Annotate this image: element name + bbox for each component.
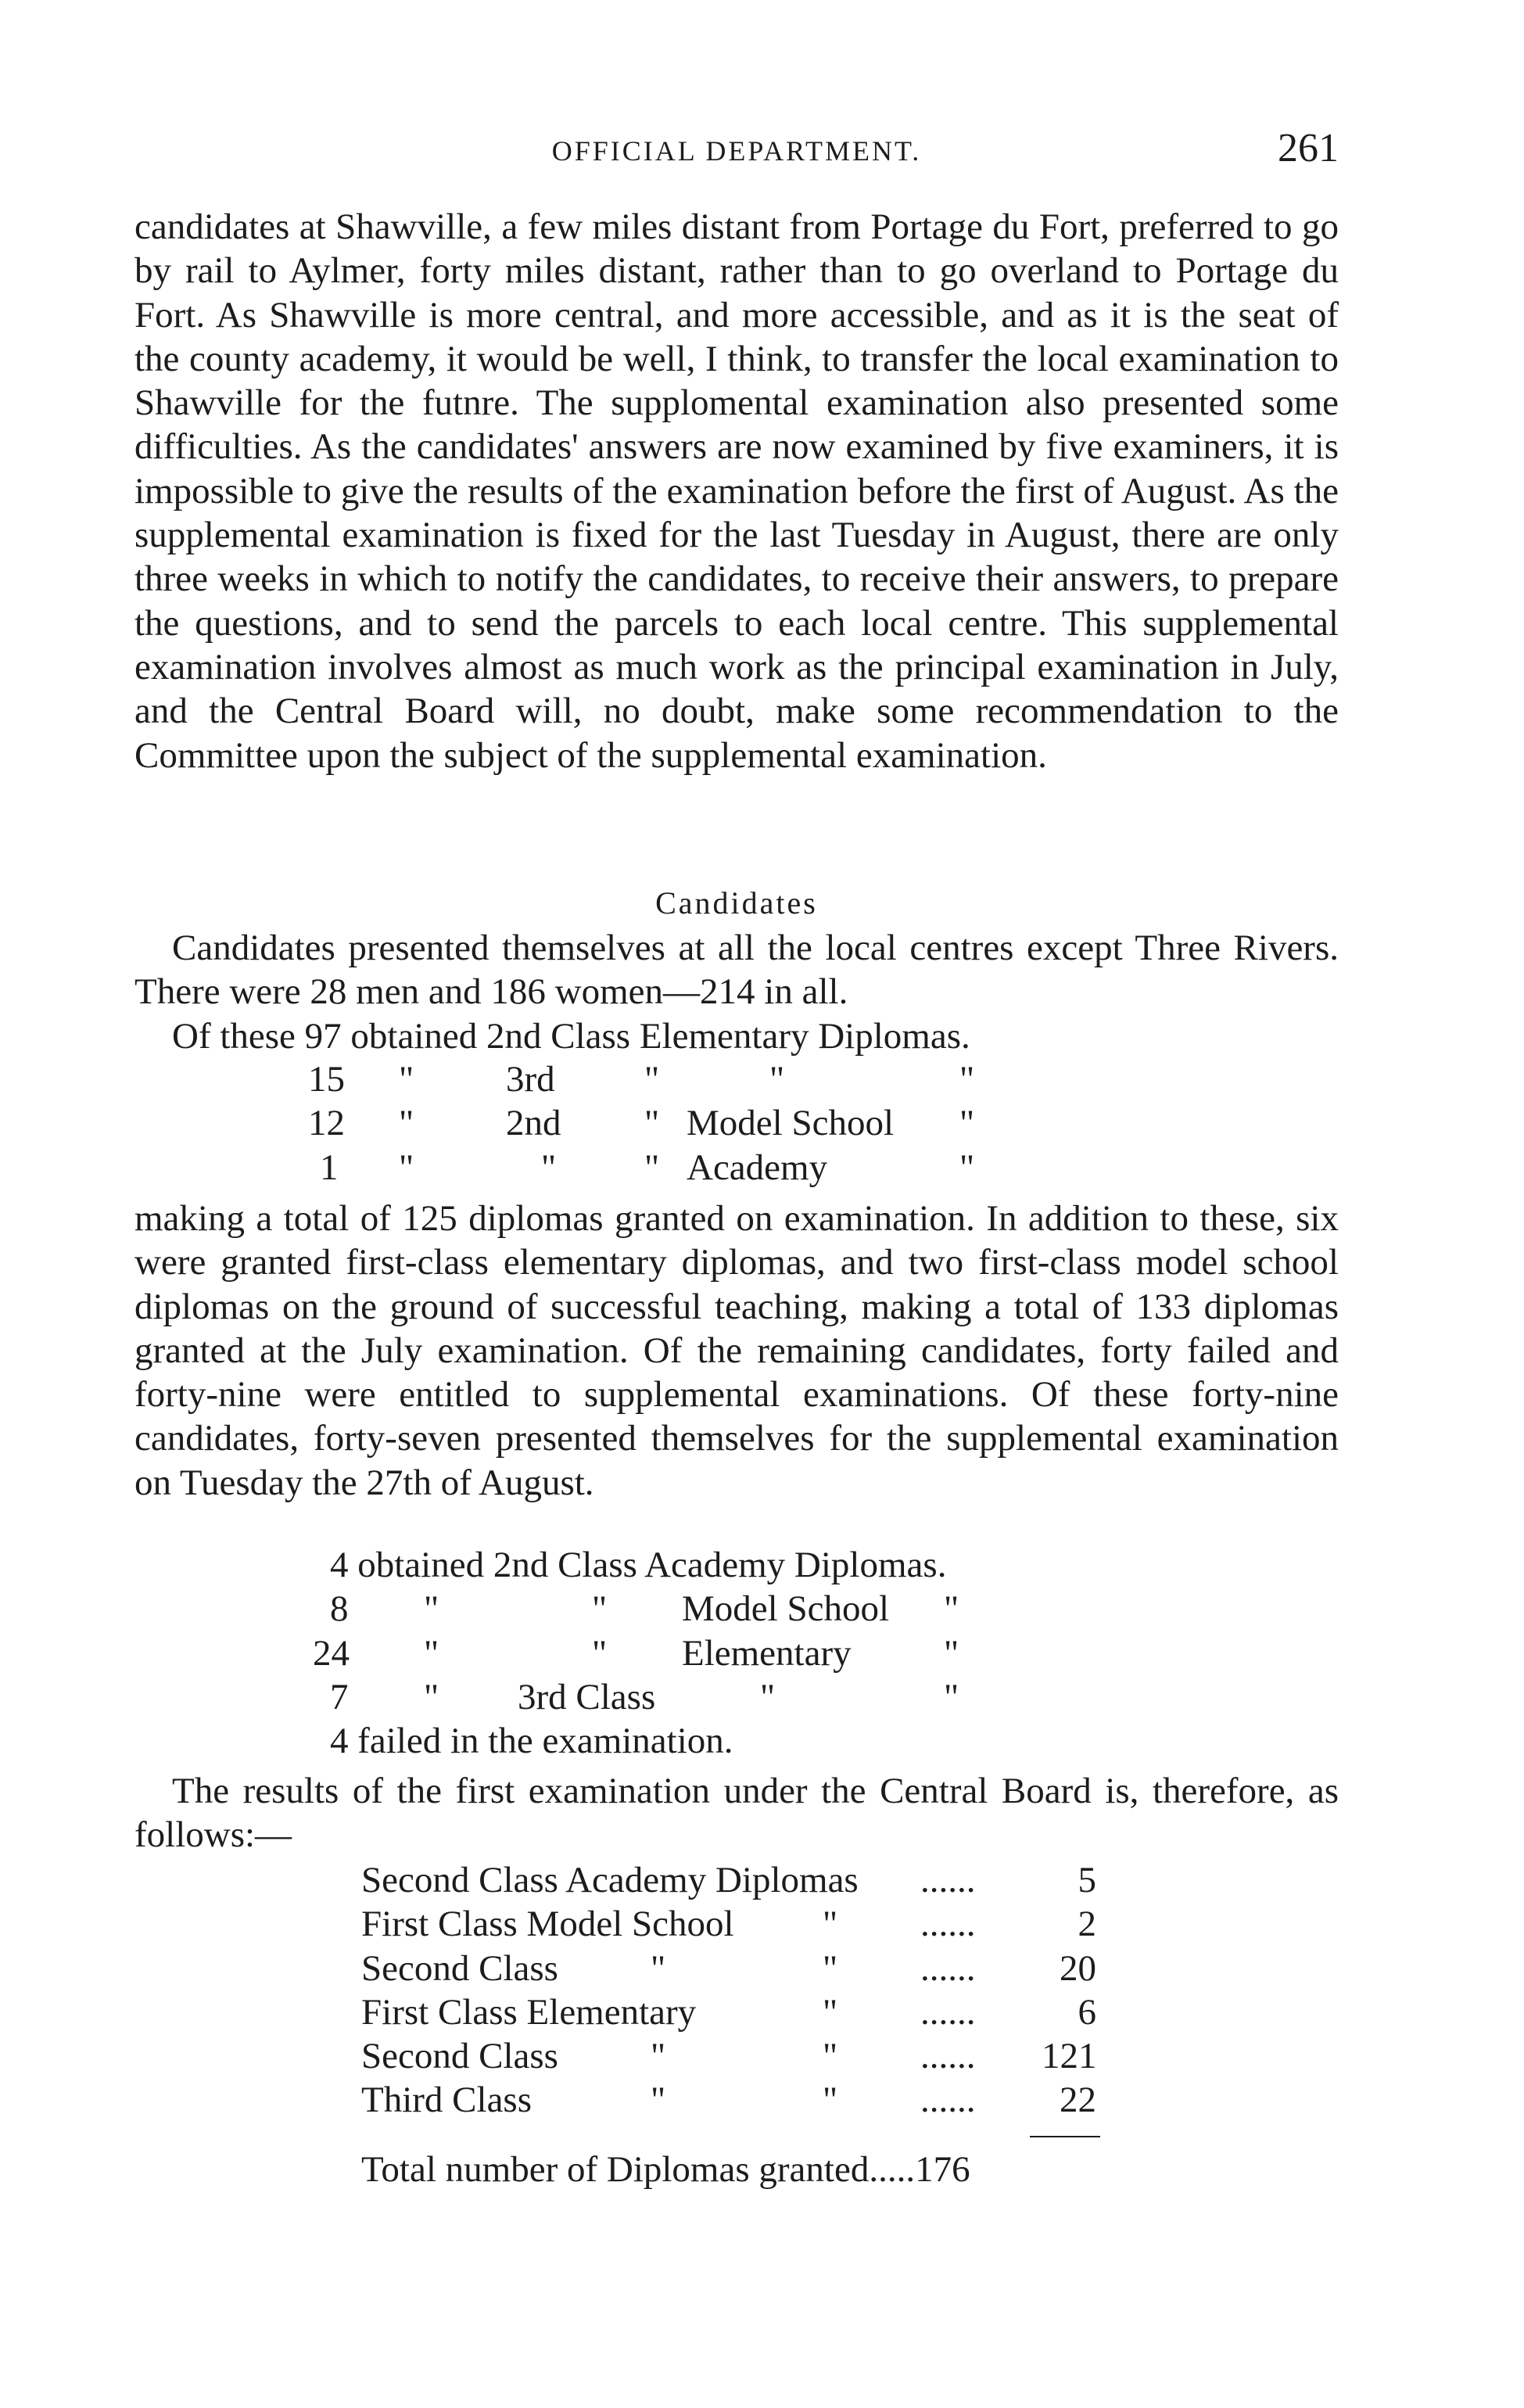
page-number: 261 xyxy=(1278,126,1339,170)
ditto-mark: " xyxy=(823,2080,838,2121)
summary-row xyxy=(134,2078,1339,2122)
summary-value: 20 xyxy=(1060,1947,1096,1989)
ditto-mark: " xyxy=(399,1059,414,1100)
supplemental-failed-line xyxy=(134,1719,1339,1763)
ditto-mark: " xyxy=(424,1588,439,1630)
candidates-block xyxy=(134,926,1339,1058)
supplemental-table xyxy=(134,1543,1339,1763)
summary-label: Second Class Academy Diplomas xyxy=(361,1860,859,1900)
leader-dots: ...... xyxy=(920,1860,976,1900)
row-class: 3rd xyxy=(506,1059,555,1100)
first-results-row xyxy=(134,1146,1339,1190)
ditto-mark: " xyxy=(399,1147,414,1188)
ditto-mark: " xyxy=(651,2080,666,2121)
supplemental-first-line-text: 4 obtained 2nd Class Academy Diplomas. xyxy=(330,1545,947,1585)
ditto-mark: " xyxy=(823,1904,838,1945)
ditto-mark: " xyxy=(592,1588,608,1630)
row-class: 2nd xyxy=(506,1103,561,1144)
first-results-row xyxy=(134,1057,1339,1101)
summary-label: Third Class xyxy=(361,2080,533,2121)
summary-row xyxy=(134,1902,1339,1946)
row-count: 8 xyxy=(330,1588,349,1630)
results-paragraph: The results of the first examination under the Central Board is, therefore, as follows:— xyxy=(134,1771,1339,1856)
summary-value: 2 xyxy=(1078,1904,1096,1945)
ditto-mark: " xyxy=(959,1059,975,1100)
summary-value: 121 xyxy=(1042,2036,1097,2077)
running-head xyxy=(134,125,1339,172)
ditto-mark: " xyxy=(424,1632,439,1674)
summary-value: 22 xyxy=(1060,2080,1096,2121)
ditto-mark: " xyxy=(541,1147,557,1188)
ditto-mark: " xyxy=(823,1991,838,2033)
leader-dots: ...... xyxy=(920,1991,976,2033)
making-paragraph: making a total of 125 diplomas granted on examination. In addition to these, six were granted first-class elementary diplomas, and two first-class model school diplomas on the ground of successful teaching, making a total of 133 diplomas granted at the July examination. Of the remaining candidates, forty failed and forty-nine were entitled to supplemental examinations. Of these forty-nine candidates, forty-seven presented themselves for the supplemental examination on Tuesday the 27th of August. xyxy=(134,1198,1339,1503)
ditto-mark: " xyxy=(644,1147,660,1188)
ditto-mark: " xyxy=(424,1676,439,1717)
section-heading: Candidates xyxy=(655,885,818,920)
row-count: 7 xyxy=(330,1676,349,1717)
row-class: 3rd Class xyxy=(518,1676,656,1717)
results-block xyxy=(134,1769,1339,1857)
running-title: OFFICIAL DEPARTMENT. xyxy=(551,135,922,167)
supplemental-row xyxy=(134,1675,1339,1719)
ditto-mark: " xyxy=(592,1632,608,1674)
summary-row xyxy=(134,1990,1339,2034)
ditto-mark: " xyxy=(944,1676,959,1717)
summary-row xyxy=(134,1947,1339,1990)
intro-paragraph: candidates at Shawville, a few miles distant from Portage du Fort, preferred to go by rail to Aylmer, forty miles distant, rather than to go overland to Portage du Fort. As Shawville is more central, and more accessible, and as it is the seat of the county academy, it would be well, I think, to transfer the local examination to Shawville for the futnre. The supplomental examination also presented some difficulties. As the candidates' answers are now examined by five examiners, it is impossible to give the results of the examination before the first of August. As the supplemental examination is fixed for the last Tuesday in August, there are only three weeks in which to notify the candidates, to receive their answers, to prepare the questions, and to send the parcels to each local centre. This supplemental examination involves almost as much work as the principal examination in July, and the Central Board will, no doubt, make some recommendation to the Committee upon the subject of the supplemental examination. xyxy=(134,206,1339,776)
summary-value: 5 xyxy=(1078,1860,1096,1900)
summary-row xyxy=(134,2034,1339,2078)
first-results-intro: Of these 97 obtained 2nd Class Elementary Diplomas. xyxy=(172,1015,970,1057)
ditto-mark: " xyxy=(959,1103,975,1144)
ditto-mark: " xyxy=(644,1059,660,1100)
leader-dots: ...... xyxy=(920,2036,976,2077)
supplemental-failed-text: 4 failed in the examination. xyxy=(330,1721,733,1762)
row-kind: Elementary xyxy=(682,1632,852,1674)
candidates-paragraph: Candidates presented themselves at all the local centres except Three Rivers. There were 28 men and 186 women—214 in all. xyxy=(134,928,1339,1013)
total-row xyxy=(134,2148,1339,2191)
section-heading-block xyxy=(134,877,1339,929)
summary-label: First Class Model School xyxy=(361,1904,734,1945)
row-count: 1 xyxy=(320,1147,339,1188)
row-count: 24 xyxy=(313,1632,350,1674)
summary-table xyxy=(134,1858,1339,2190)
ditto-mark: " xyxy=(651,1947,666,1989)
leader-dots: ...... xyxy=(920,1947,976,1989)
ditto-mark: " xyxy=(760,1676,776,1717)
intro-block xyxy=(134,205,1339,777)
row-kind: " xyxy=(769,1059,785,1100)
total-line: Total number of Diplomas granted.....176 xyxy=(361,2149,970,2190)
making-block xyxy=(134,1197,1339,1505)
summary-label: Second Class xyxy=(361,2036,558,2077)
supplemental-row xyxy=(134,1631,1339,1675)
supplemental-first-line xyxy=(134,1543,1339,1587)
ditto-mark: " xyxy=(944,1632,959,1674)
first-results-row xyxy=(134,1101,1339,1145)
summary-value: 6 xyxy=(1078,1991,1096,2033)
leader-dots: ...... xyxy=(920,1904,976,1945)
row-kind: Academy xyxy=(687,1147,828,1188)
ditto-mark: " xyxy=(644,1103,660,1144)
ditto-mark: " xyxy=(651,2036,666,2077)
summary-label: First Class Elementary xyxy=(361,1991,697,2033)
ditto-mark: " xyxy=(823,1947,838,1989)
supplemental-row xyxy=(134,1587,1339,1631)
leader-dots: ...... xyxy=(920,2080,976,2121)
ditto-mark: " xyxy=(399,1103,414,1144)
ditto-mark: " xyxy=(944,1588,959,1630)
row-count: 15 xyxy=(308,1059,345,1100)
summary-row xyxy=(134,1858,1339,1902)
ditto-mark: " xyxy=(823,2036,838,2077)
first-results-table xyxy=(134,1057,1339,1190)
total-rule xyxy=(1030,2136,1100,2137)
row-count: 12 xyxy=(308,1103,345,1144)
row-kind: Model School xyxy=(682,1588,890,1630)
ditto-mark: " xyxy=(959,1147,975,1188)
summary-label: Second Class xyxy=(361,1947,558,1989)
row-kind: Model School xyxy=(687,1103,895,1144)
